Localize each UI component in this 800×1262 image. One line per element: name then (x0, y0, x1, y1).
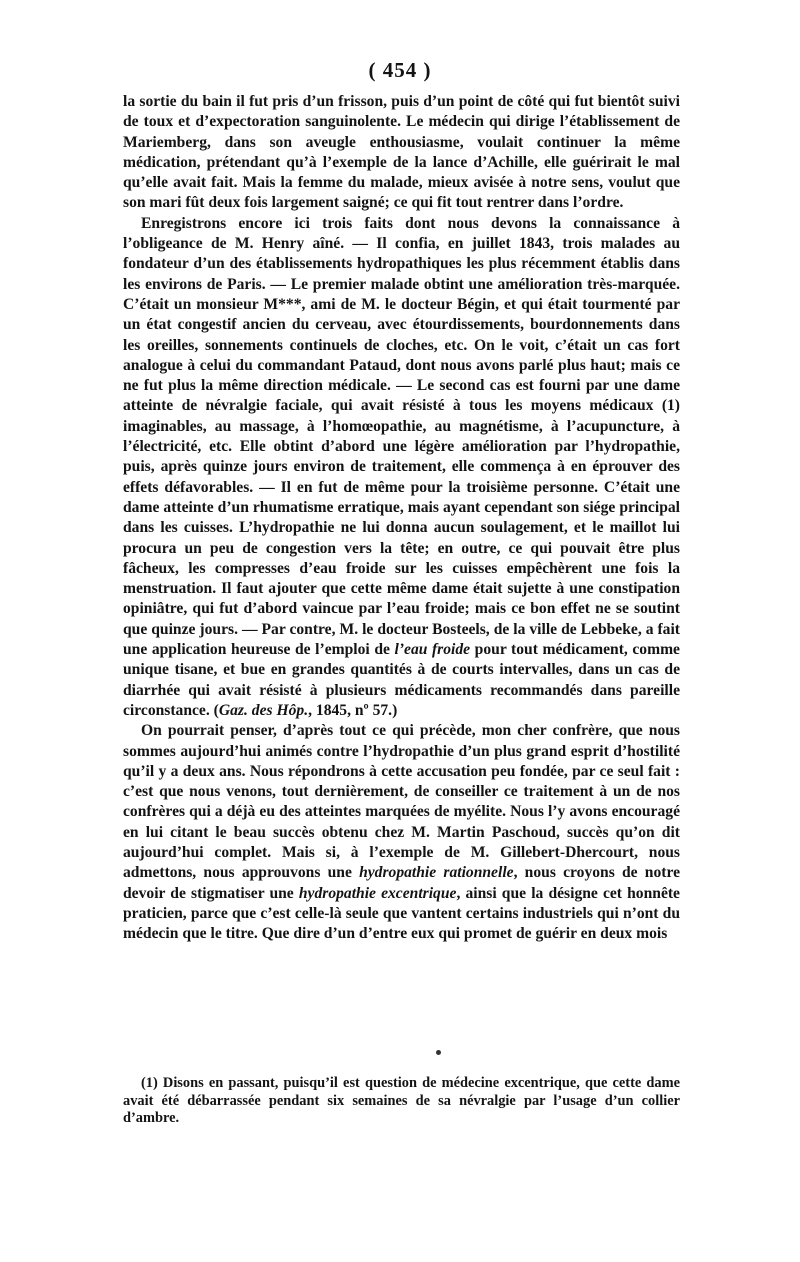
page-number: ( 454 ) (368, 58, 432, 82)
footnote-separator (436, 1050, 441, 1055)
footnote-text: (1) Disons en passant, puisqu’il est question de médecine excentrique, que cette dame avait été débarrassée pendant six semaines de sa névralgie par l’usage d’un collier d’ambre. (123, 1075, 680, 1126)
italic-term: hydropathie rationnelle (359, 864, 514, 882)
paragraph-text: la sortie du bain il fut pris d’un frisson, puis d’un point de côté qui fut bientôt suivi de toux et d’expectoration sanguinolente. Le médecin qui dirige l’établissement de Mariemberg, dans son aveugle enthousiasme, voulait continuer la même médication, prétendant qu’à l’exemple de la lance d’Achille, elle guérirait le mal qu’elle avait fait. Mais la femme du malade, mieux avisée à notre sens, voulut que son mari fût deux fois largement saigné; ce qui fit tout rentrer dans l’ordre. (123, 93, 680, 212)
italic-term: hydropathie excentrique (298, 884, 457, 902)
paragraph-text: On pourrait penser, d’après tout ce qui précède, mon cher confrère, que nous sommes aujourd’hui animés contre l’hydropathie d’un plus grand esprit d’hostilité qu’il y a deux ans. Nous répondrons à cette accusation peu fondée, par ce seul fait : c’est que nous venons, tout dernièrement, de conseiller ce traitement à un de nos confrères qui a déjà eu des atteintes marquées de myélite. Nous l’y avons encouragé en lui citant le beau succès obtenu chez M. Martin Paschoud, succès qu’on dit aujourd’hui complet. Mais si, à l’exemple de M. Gillebert-Dhercourt, nous admettons, nous approuvons une (123, 722, 680, 882)
paragraph-continued (123, 92, 680, 214)
paragraph-three-cases (123, 214, 680, 721)
journal-citation: Gaz. des Hôp. (218, 701, 309, 719)
paragraph-text: Enregistrons encore ici trois faits dont nous devons la connaissance à l’obligeance de M. Henry aîné. — Il confia, en juillet 1843, trois malades au fondateur d’un des établissements hydropathiques les plus récemment établis dans les environs de Paris. — Le premier malade obtint une amélioration très-marquée. C’était un monsieur M***, ami de M. le docteur Bégin, et qui était tourmenté par un état congestif ancien du cerveau, avec étourdissements, bourdonnements dans les oreilles, sonnements continuels de cloches, etc. On le voit, c’était un cas fort analogue à celui du commandant Pataud, dont nous avons parlé plus haut; mais ce ne fut plus la même direction médicale. — Le second cas est fourni par une dame atteinte de névralgie faciale, qui avait résisté à tous les moyens médicaux (1) imaginables, au massage, à l’homœopathie, au magnétisme, à l’acupuncture, à l’électricité, etc. Elle obtint d’abord une légère amélioration par l’hydropathie, puis, après quinze jours environ de traitement, elle commença à en éprouver des effets défavorables. — Il en fut de même pour la troisième personne. C’était une dame atteinte d’un rhumatisme erratique, mais ayant cependant son siége principal dans les cuisses. L’hydropathie ne lui donna aucun soulagement, et le maillot lui procura un peu de congestion vers la tête; en outre, ce qui pouvait être plus fâcheux, les compresses d’eau froide sur les cuisses empêchèrent une fois la menstruation. Il faut ajouter que cette même dame était sujette à une constipation opiniâtre, qui fut d’abord vaincue par l’eau froide; mais ce bon effet ne se soutint que quinze jours. — Par contre, M. le docteur Bosteels, de la ville de Lebbeke, a fait une application heureuse de l’emploi de (123, 214, 680, 659)
paragraph-text: , nous croyons de notre devoir de stigmatiser une (123, 864, 681, 902)
footnote (123, 1075, 680, 1128)
paragraph-text: , ainsi que la désigne cet honnête praticien, parce que c’est celle-là seule que vantent certains industriels qui n’ont du médecin que le titre. Que dire d’un d’entre eux qui promet de guérir en deux mois (123, 884, 680, 943)
paragraph-text: , 1845, nº 57.) (308, 701, 398, 719)
paragraph-hydropathy (123, 721, 680, 944)
italic-term: l’eau froide (394, 641, 471, 659)
paragraph-text: pour tout médicament, comme unique tisane, et bue en grandes quantités à de courts intervalles, dans un cas de diarrhée qui avait résisté à plusieurs médicaments recommandés dans pareille circonstance. ( (123, 641, 680, 719)
body-text (123, 92, 680, 944)
